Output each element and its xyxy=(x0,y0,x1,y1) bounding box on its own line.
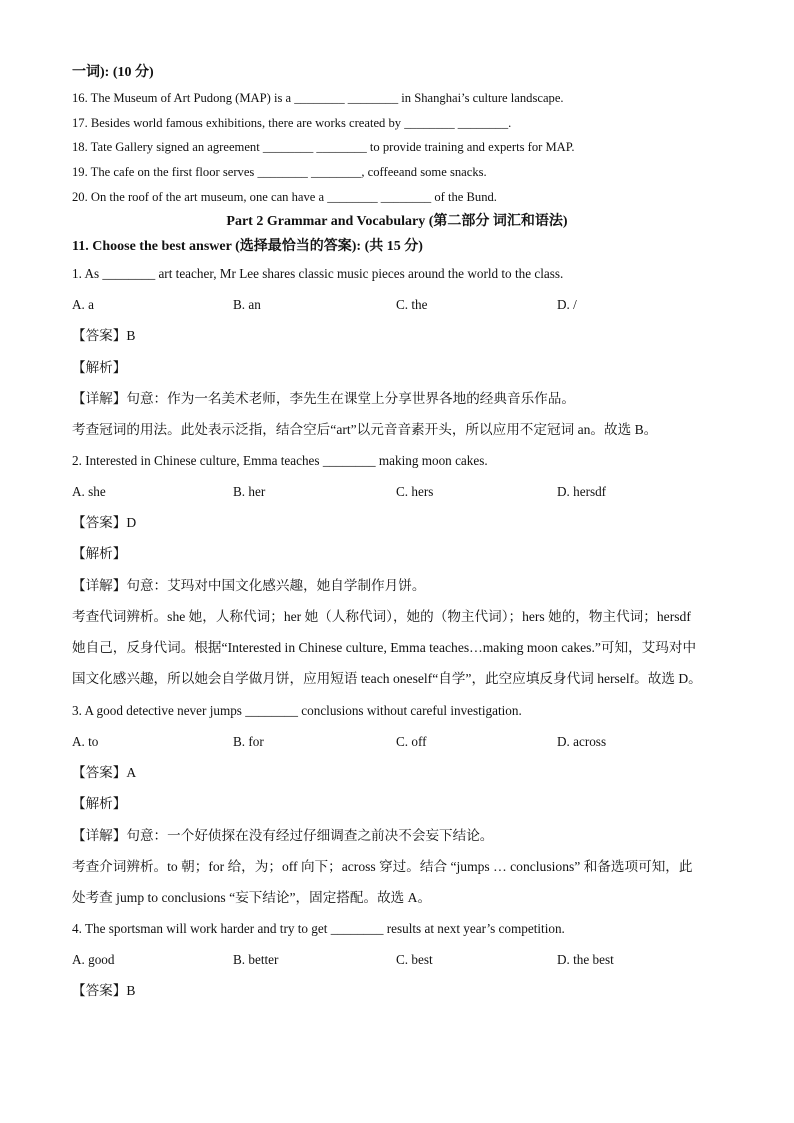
answer-label: 【答案】B xyxy=(72,983,136,998)
explain-text: 考查代词辨析。she 她，人称代词；her 她（人称代词），她的（物主代词）；hers 她的，物主代词；hersdf xyxy=(72,609,691,624)
question-stem: 1. As ________ art teacher, Mr Lee shares classic music pieces around the world to the class. xyxy=(72,266,564,281)
option-a: A. good xyxy=(72,952,115,967)
option-c: C. best xyxy=(396,952,433,967)
answer-label: 【答案】A xyxy=(72,765,137,780)
option-b: B. better xyxy=(233,952,279,967)
fill-item: 19. The cafe on the first floor serves ________ ________, coffeeand some snacks. xyxy=(72,165,487,179)
option-c: C. hers xyxy=(396,484,434,499)
section-title: 11. Choose the best answer (选择最恰当的答案): (共 15 分) xyxy=(72,239,423,254)
fill-item: 16. The Museum of Art Pudong (MAP) is a ________ ________ in Shanghai’s culture landscape. xyxy=(72,91,564,105)
option-b: B. her xyxy=(233,484,266,499)
explain-text: 考查介词辨析。to 朝；for 给，为；off 向下；across 穿过。结合 “jumps … conclusions” 和备选项可知，此 xyxy=(72,859,693,874)
explain-text: 考查冠词的用法。此处表示泛指，结合空后“art”以元音音素开头，所以应用不定冠词 an。故选 B。 xyxy=(72,422,658,437)
option-c: C. the xyxy=(396,297,428,312)
option-a: A. to xyxy=(72,734,99,749)
option-d: D. hersdf xyxy=(557,484,607,499)
option-b: B. an xyxy=(233,297,261,312)
question-stem: 4. The sportsman will work harder and try to get ________ results at next year’s competition. xyxy=(72,921,565,936)
option-d: D. across xyxy=(557,734,607,749)
option-a: A. she xyxy=(72,484,106,499)
detail-text: 【详解】句意：作为一名美术老师，李先生在课堂上分享世界各地的经典音乐作品。 xyxy=(72,391,575,406)
analysis-label: 【解析】 xyxy=(72,360,127,375)
explain-text: 处考查 jump to conclusions “妄下结论”，固定搭配。故选 A。 xyxy=(72,890,432,905)
question-stem: 3. A good detective never jumps ________ conclusions without careful investigation. xyxy=(72,703,522,718)
option-d: D. / xyxy=(557,297,577,312)
detail-text: 【详解】句意：艾玛对中国文化感兴趣，她自学制作月饼。 xyxy=(72,578,426,593)
option-d: D. the best xyxy=(557,952,614,967)
analysis-label: 【解析】 xyxy=(72,546,127,561)
fill-item: 20. On the roof of the art museum, one can have a ________ ________ of the Bund. xyxy=(72,190,497,204)
option-c: C. off xyxy=(396,734,427,749)
fill-item: 18. Tate Gallery signed an agreement ________ ________ to provide training and experts for MAP. xyxy=(72,140,575,154)
explain-text: 她自己，反身代词。根据“Interested in Chinese culture, Emma teaches…making moon cakes.”可知，艾玛对中 xyxy=(72,640,697,655)
option-b: B. for xyxy=(233,734,264,749)
part-title: Part 2 Grammar and Vocabulary (第二部分 词汇和语法) xyxy=(226,214,568,229)
explain-text: 国文化感兴趣，所以她会自学做月饼，应用短语 teach oneself“自学”，此空应填反身代词 herself。故选 D。 xyxy=(72,671,702,686)
option-a: A. a xyxy=(72,297,94,312)
section-header: 一词): (10 分) xyxy=(72,65,154,80)
detail-text: 【详解】句意：一个好侦探在没有经过仔细调查之前决不会妄下结论。 xyxy=(72,828,494,843)
question-stem: 2. Interested in Chinese culture, Emma teaches ________ making moon cakes. xyxy=(72,453,488,468)
answer-label: 【答案】B xyxy=(72,328,136,343)
fill-item: 17. Besides world famous exhibitions, there are works created by ________ ________. xyxy=(72,116,512,130)
analysis-label: 【解析】 xyxy=(72,796,127,811)
answer-label: 【答案】D xyxy=(72,515,137,530)
